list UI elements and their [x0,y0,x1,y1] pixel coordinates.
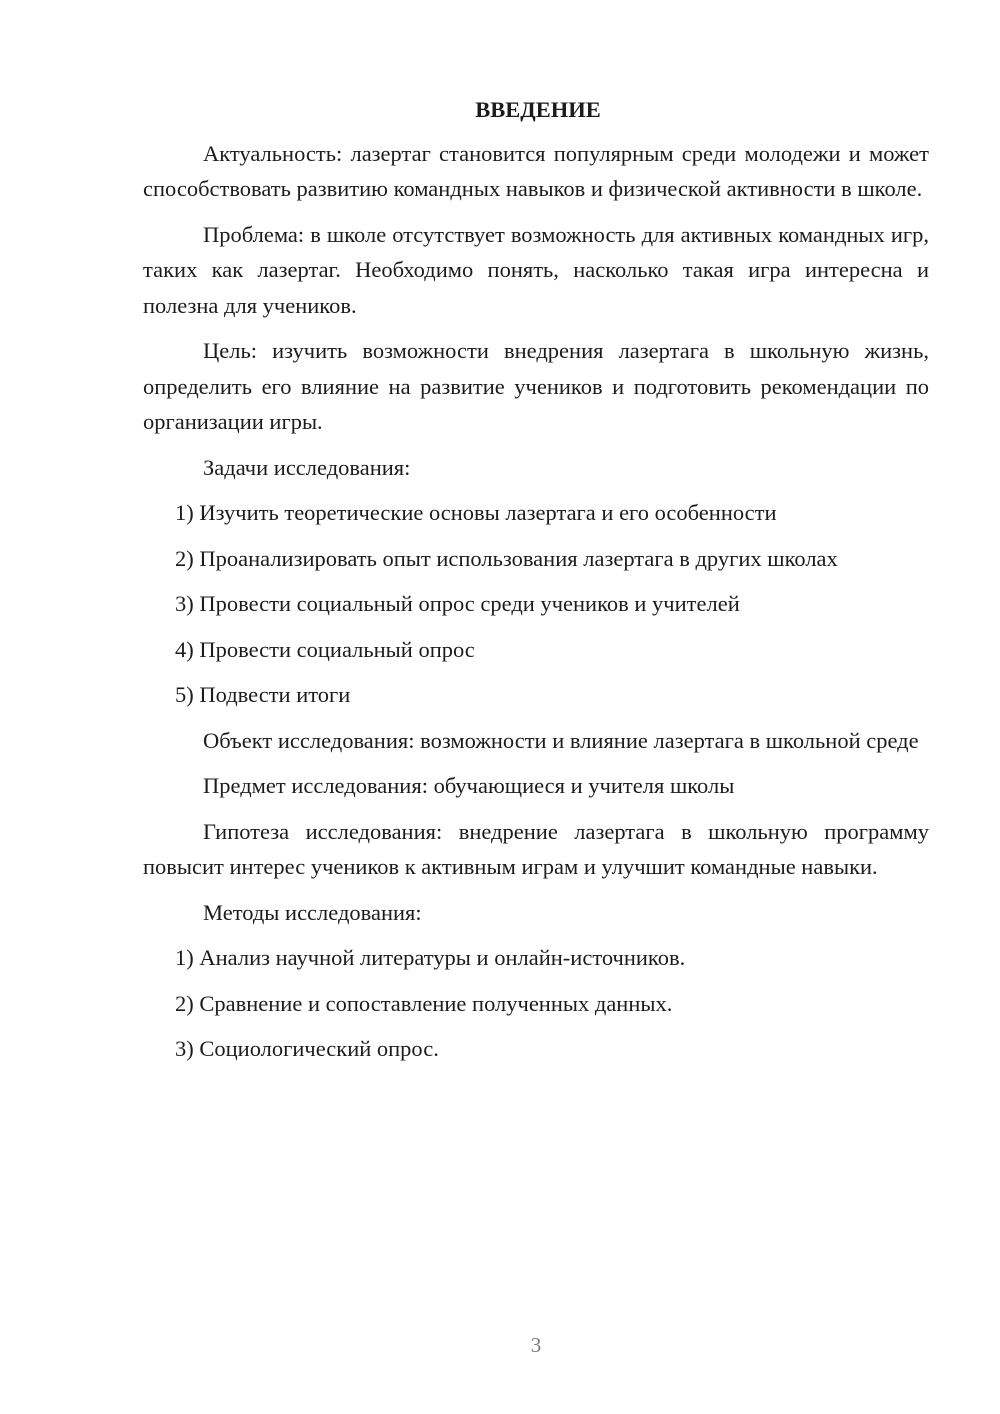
task-item: 2) Проанализировать опыт использования лазертага в других школах [175,545,838,571]
problem-paragraph: Проблема: в школе отсутствует возможность для активных командных игр, таких как лазертаг. Необходимо понять, насколько такая игра интересна и полезна для учеников. [143,221,929,318]
tasks-heading: Задачи исследования: [203,454,411,480]
method-item: 2) Сравнение и сопоставление полученных данных. [175,990,673,1016]
hypothesis-paragraph: Гипотеза исследования: внедрение лазертага в школьную программу повысит интерес учеников к активным играм и улучшит командные навыки. [143,818,929,879]
page-content [143,92,929,1077]
page-number: 3 [530,1333,542,1357]
relevance-paragraph: Актуальность: лазертаг становится популярным среди молодежи и может способствовать развитию командных навыков и физической активности в школе. [143,140,929,201]
subject-paragraph: Предмет исследования: обучающиеся и учителя школы [203,773,735,798]
methods-heading: Методы исследования: [203,899,422,925]
task-item: 1) Изучить теоретические основы лазертага и его особенности [175,500,777,525]
task-item: 5) Подвести итоги [175,682,351,707]
method-item: 3) Социологический опрос. [175,1036,439,1061]
goal-paragraph: Цель: изучить возможности внедрения лазертага в школьную жизнь, определить его влияние на развитие учеников и подготовить рекомендации по организации игры. [143,338,929,434]
method-item: 1) Анализ научной литературы и онлайн-источников. [175,945,686,970]
section-title: ВВЕДЕНИЕ [475,97,601,122]
task-item: 3) Провести социальный опрос среди учеников и учителей [175,591,740,616]
task-item: 4) Провести социальный опрос [175,636,475,662]
object-paragraph: Объект исследования: возможности и влияние лазертага в школьной среде [203,727,919,753]
